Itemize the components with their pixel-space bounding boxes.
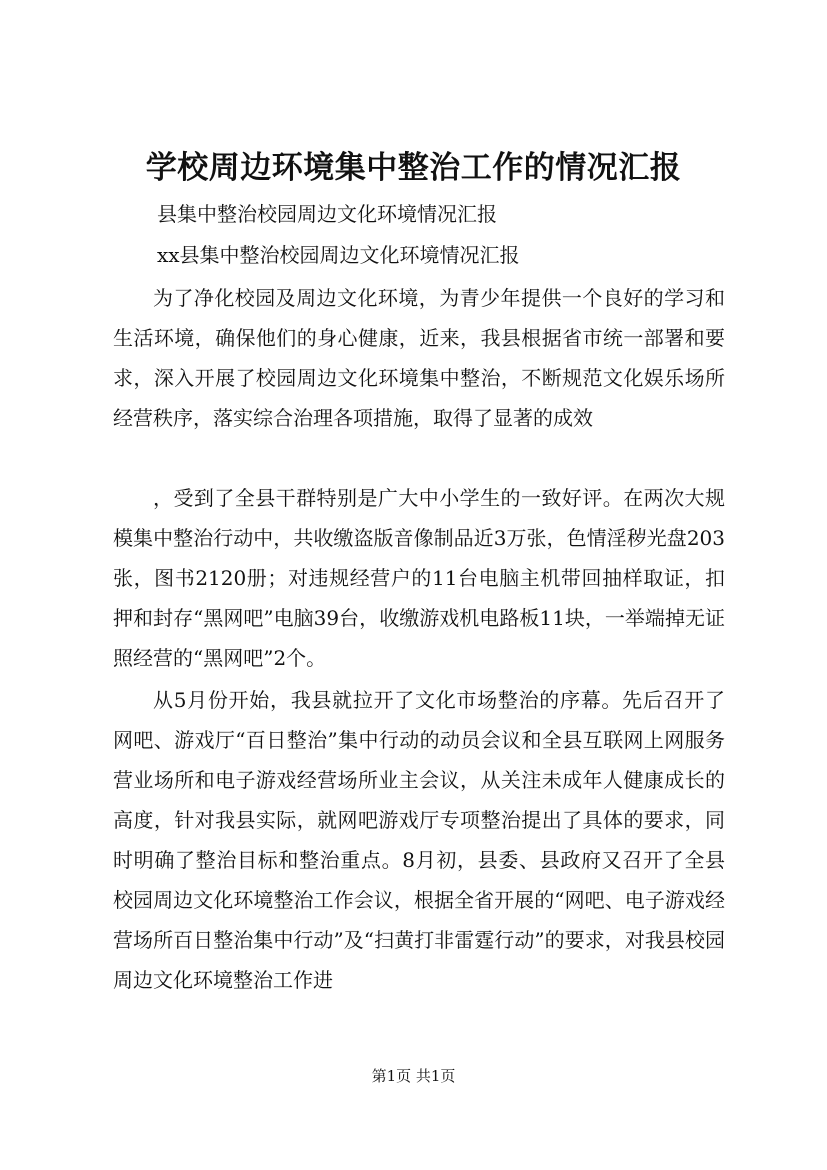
body-paragraph-3: 从5月份开始，我县就拉开了文化市场整治的序幕。先后召开了网吧、游戏厅“百日整治”集中行动的动员会议和全县互联网上网服务营业场所和电子游戏经营场所业主会议，从关注未成年人健康成长的高度，针对我县实际，就网吧游戏厅专项整治提出了具体的要求，同时明确了整治目标和整治重点。8月初，县委、县政府又召开了全县校园周边文化环境整治工作会议，根据全省开展的“网吧、电子游戏经营场所百日整治集中行动”及“扫黄打非雷霆行动”的要求，对我县校园周边文化环境整治工作进 [113, 688, 725, 992]
body-paragraph-2: ，受到了全县干群特别是广大中小学生的一致好评。在两次大规模集中整治行动中，共收缴盗版音像制品近3万张，色情淫秽光盘203张，图书2120册；对违规经营户的11台电脑主机带回抽样取证，扣押和封存“黑网吧”电脑39台，收缴游戏机电路板11块，一举端掉无证照经营的“黑网吧”2个。 [113, 486, 725, 670]
page-footer: 第1页 共1页 [371, 1067, 456, 1085]
subtitle-2: xx县集中整治校园周边文化环境情况汇报 [157, 243, 520, 267]
body-paragraph-1: 为了净化校园及周边文化环境，为青少年提供一个良好的学习和生活环境，确保他们的身心健康，近来，我县根据省市统一部署和要求，深入开展了校园周边文化环境集中整治，不断规范文化娱乐场所经营秩序，落实综合治理各项措施，取得了显著的成效 [113, 286, 725, 430]
subtitle-1: 县集中整治校园周边文化环境情况汇报 [157, 202, 497, 226]
document-title: 学校周边环境集中整治工作的情况汇报 [145, 150, 682, 186]
